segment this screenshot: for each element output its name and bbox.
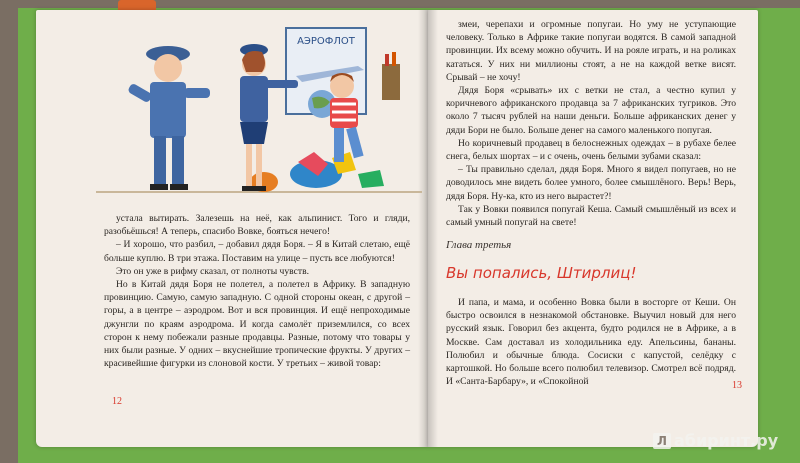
labirint-logo-icon: Л [653,433,671,449]
poster-sign: АЭРОФЛОТ [297,36,355,47]
paragraph: – И хорошо, что разбил, – добавил дядя Боря. – Я в Китай слетаю, ещё больше куплю. В три этажа. Поставим на улице – пусть все любуются! [104,239,410,264]
paragraph: змеи, черепахи и огромные попугаи. Но уму не уступающие человеку. Только в Африке такие попугаи водятся. В самой западной провинции. Их всему можно обучить. И на рояле играть, и на роликах кататься. У них ни миллионы стоят, а не на каждой ветке висят. Срывай – не хочу! [446,19,736,83]
left-page-text [104,212,410,370]
page-number-left: 12 [112,396,122,407]
paragraph: – Ты правильно сделал, дядя Боря. Много я видел попугаев, но не доводилось мне видеть более умного, более смышлёного. Верь! Верь, дядя Боря. Ну-ка, кто из него вырастет?! [446,164,736,202]
pilot-character [127,46,210,190]
broken-vase [250,152,384,192]
paragraph: Так у Вовки появился попугай Кеша. Самый смышлёный из всех и самый умный попугай на свете! [446,203,736,229]
paragraph: Но коричневый продавец в белоснежных одеждах – в рубахе белее снега, белых шортах – и с очень, очень белыми зубами сказал: [446,137,736,163]
right-page-text-bottom [446,296,736,388]
paragraph: Но в Китай дядя Боря не полетел, а полетел в Африку. В западную провинцию. Самую, самую западную. С одной стороны океан, с другой – горы, а в центре – аэродром. Вот и вся провинция. И ещё непроходимые джунгли по краям аэродрома. И когда самолёт приземлился, со всех сторон к нему побежали разные продавцы. Разные, потому что товары у них были разные. У одних – вкуснейшие тропические фрукты. У других – красивейшие фигурки из слоновой кости. У третьих – живой товар: [104,279,410,370]
chapter-label: Глава третья [446,239,512,251]
labirint-watermark [653,431,778,450]
paragraph: Это он уже в рифму сказал, от полноты чувств. [116,265,310,277]
watermark-text: абиринт.ру [674,431,779,450]
paragraph: Дядя Боря «срывать» их с ветки не стал, а честно купил у коричневого африканского продавца за 7 африканских тугриков. Это около 7 тысяч рублей на наши деньги. Больше африканских денег у дяди Бори не было. Больше денег на самого маленького попугая. [446,85,736,136]
shelf [382,64,400,100]
paragraph: устала вытирать. Залезешь на неё, как альпинист. Того и гляди, разобьёшься! А теперь, спасибо Вовке, бояться нечего! [104,213,410,238]
chapter-title: Вы попались, Штирлиц! [446,264,637,282]
page-number-right: 13 [732,380,742,391]
right-page-text-top [446,18,736,229]
paragraph: И папа, и мама, и особенно Вовка были в восторге от Кеши. Он быстро освоился в незнакомой обстановке. Выучил новый для него русский язык. Говорил без акцента, будто родился не в Африке, а в Москве. Сам доставал из холодильника еду. Апельсины, бананы. Полюбил и обычные блюда. Сосиски с капустой, селёдку с картошкой. Но больше всего полюбил телевизор. Смотрел всё подряд. И «Санта-Барбару», и «Спокойной [446,297,736,388]
story-illustration [96,24,422,204]
